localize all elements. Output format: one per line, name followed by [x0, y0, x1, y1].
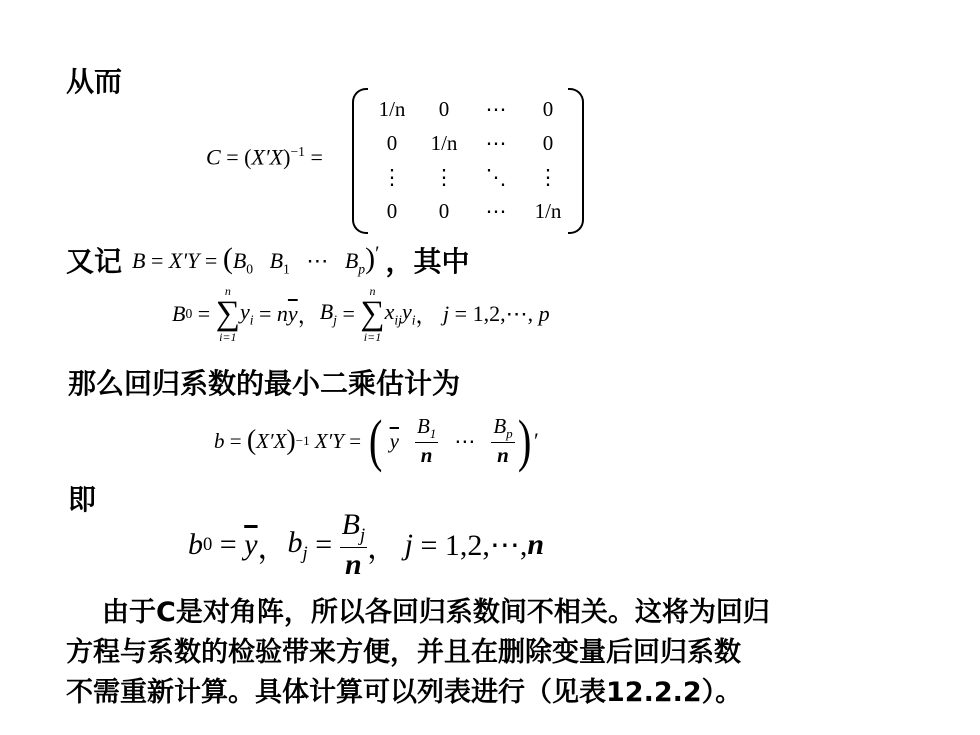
matrix-cell: ⋯ [485, 96, 507, 121]
matrix-cell: 0 [542, 130, 554, 155]
label-qizhong: ，其中 [385, 245, 470, 278]
matrix-cell: ⋮ [433, 164, 455, 189]
sum-symbol: n ∑ i=1 [360, 284, 385, 344]
matrix-cell: ⋯ [485, 198, 507, 223]
matrix-cell: ⋱ [485, 164, 507, 189]
paragraph-line-1: 由于C是对角阵，所以各回归系数间不相关。这将为回归 [102, 597, 770, 628]
paragraph-line-2: 方程与系数的检验带来方便，并且在删除变量后回归系数 [66, 637, 741, 668]
matrix-cell: ⋯ [485, 130, 507, 155]
line-youji [66, 240, 470, 280]
matrix-cell: 0 [386, 130, 398, 155]
equation-b-hat: b = ( X′X ) −1 X′Y = ( $\overline{y}$ $\frac{B_1}{n}$ ⋯ $\frac{B_p}{n}$ ) ′ [214, 408, 539, 473]
equation-b: $B = X'Y = (B_0$ $B_1$ ⋯ $B_p)'$ [132, 242, 380, 277]
label-ji: 即 [68, 483, 97, 516]
matrix-cell: 1/n [378, 96, 406, 121]
equation-b-components: b 0 = $\overline{y}$ ， $b_j$ = $\frac{B_j}{n}$ ， j = 1,2,⋯, n [188, 508, 545, 581]
equation-b0-bj: B 0 = n ∑ i=1 $y_i$ = n $\overline{y}$ ， $B_j$ = n ∑ i=1 $x_{ij}y_i$ ， j = 1,2,⋯, p [172, 284, 550, 344]
paragraph-line-3: 不需重新计算。具体计算可以列表进行（见表12.2.2）。 [66, 677, 743, 708]
equation-c: $C = (X'X)^{-1}$ = [206, 144, 323, 170]
matrix-cell: 0 [542, 96, 554, 121]
matrix-cell: 0 [438, 96, 450, 121]
matrix-cell: 0 [438, 198, 450, 223]
label-youji: 又记 [66, 245, 123, 278]
label-namehui: 那么回归系数的最小二乘估计为 [68, 367, 461, 400]
matrix-c [352, 88, 584, 234]
label-congerer: 从而 [66, 65, 123, 98]
matrix-cell: 1/n [534, 198, 562, 223]
matrix-cell: 1/n [430, 130, 458, 155]
matrix-cell: ⋮ [381, 164, 403, 189]
matrix-cell: 0 [386, 198, 398, 223]
sum-symbol: n ∑ i=1 [215, 284, 240, 344]
matrix-cell: ⋮ [537, 164, 559, 189]
